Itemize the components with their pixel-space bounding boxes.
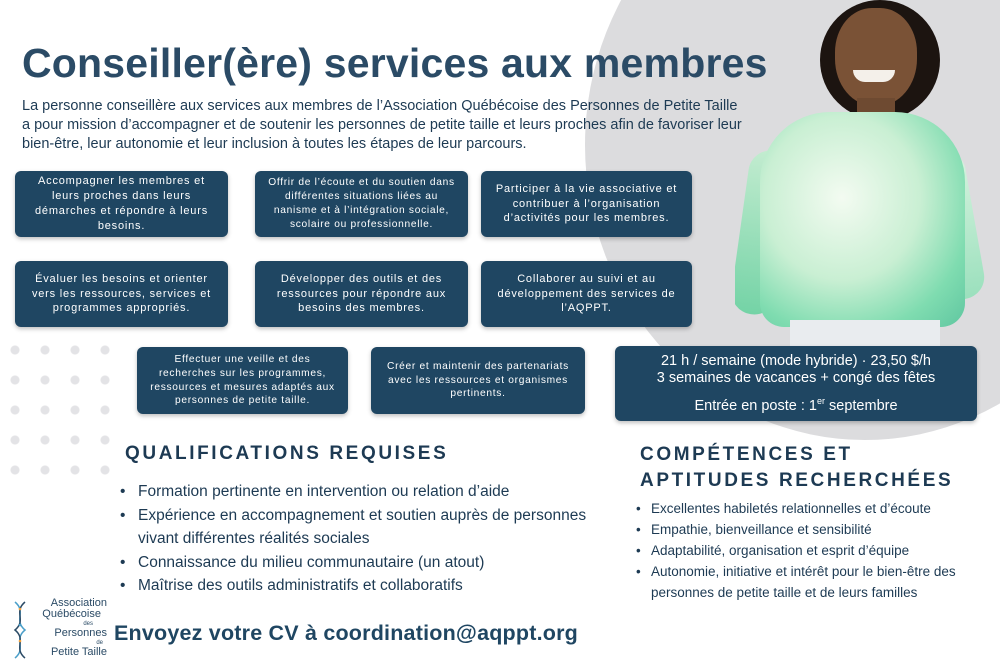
task-card: Offrir de l’écoute et du soutien dans différentes situations liées au nanisme et à l’intégration sociale, scolaire ou professionnelle. (255, 171, 468, 237)
qualifications-list (118, 480, 598, 598)
person-photo (735, 0, 985, 355)
dna-icon (12, 600, 28, 660)
list-item: • Adaptabilité, organisation et esprit d’équipe (634, 540, 984, 561)
cta-email: Envoyez votre CV à coordination@aqppt.org (114, 621, 578, 645)
list-item: • Expérience en accompagnement et soutien auprès de personnes vivant différentes réalités sociales (118, 504, 598, 551)
schedule-box (615, 346, 977, 421)
schedule-start-date: Entrée en poste : 1er septembre (694, 396, 898, 414)
schedule-vacations: 3 semaines de vacances + congé des fêtes (656, 370, 936, 386)
task-card: Accompagner les membres et leurs proches dans leurs démarches et répondre à leurs besoins. (15, 171, 228, 237)
intro-paragraph: La personne conseillère aux services aux membres de l’Association Québécoise des Personnes de Petite Taille a pour mission d’accompagner et de soutenir les personnes de petite taille et leurs proches afin de favoriser leur bien-être, leur autonomie et leur inclusion à toutes les étapes de leur parcours. (22, 98, 742, 152)
schedule-hours-rate: 21 h / semaine (mode hybride) · 23,50 $/h (660, 353, 931, 369)
logo-word: Personnes (54, 627, 107, 639)
logo-word: Association (50, 597, 107, 609)
list-item: • Empathie, bienveillance et sensibilité (634, 519, 984, 540)
logo-word: de (96, 640, 103, 646)
aqppt-logo (12, 598, 107, 660)
task-card: Collaborer au suivi et au développement des services de l’AQPPT. (481, 261, 692, 327)
competences-heading: COMPÉTENCES ET APTITUDES RECHERCHÉES (640, 444, 954, 491)
list-item: • Connaissance du milieu communautaire (un atout) (118, 551, 598, 575)
list-item: • Maîtrise des outils administratifs et collaboratifs (118, 574, 598, 598)
task-card: Évaluer les besoins et orienter vers les ressources, services et programmes appropriés. (15, 261, 228, 327)
logo-word: Petite Taille (50, 646, 107, 658)
qualifications-heading: QUALIFICATIONS REQUISES (125, 443, 449, 464)
list-item: • Excellentes habiletés relationnelles et d’écoute (634, 498, 984, 519)
task-card: Effectuer une veille et des recherches sur les programmes, ressources et mesures adaptés aux personnes de petite taille. (137, 347, 348, 414)
list-item: • Autonomie, initiative et intérêt pour le bien-être des personnes de petite taille et de leurs familles (634, 561, 984, 603)
task-card: Développer des outils et des ressources pour répondre aux besoins des membres. (255, 261, 468, 327)
task-card: Créer et maintenir des partenariats avec les ressources et organismes pertinents. (371, 347, 585, 414)
competences-list (634, 498, 984, 603)
task-card: Participer à la vie associative et contribuer à l’organisation d’activités pour les membres. (481, 171, 692, 237)
logo-word: des (83, 621, 93, 627)
list-item: • Formation pertinente en intervention ou relation d’aide (118, 480, 598, 504)
logo-word: Québécoise (42, 608, 101, 620)
page-title: Conseiller(ère) services aux membres (22, 40, 768, 86)
dot-pattern (0, 335, 120, 485)
